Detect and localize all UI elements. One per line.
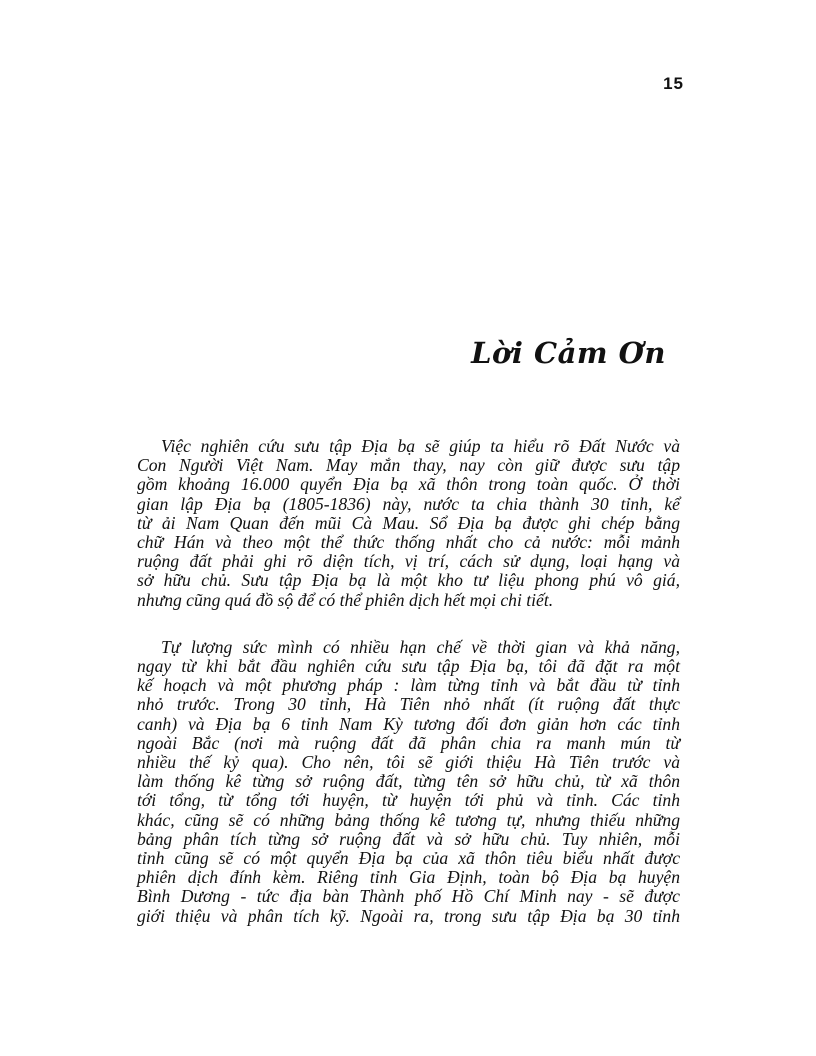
paragraph-line: làm thống kê từng sở ruộng đất, từng tên sở hữu chủ, từ xã thôn [137,771,680,792]
paragraph-line: kế hoạch và một phương pháp : làm từng tỉnh và bắt đầu từ tỉnh [137,675,680,696]
paragraph-line: sở hữu chủ. Sưu tập Địa bạ là một kho tư liệu phong phú vô giá, [137,570,680,591]
paragraph-line: ruộng đất phải ghi rõ diện tích, vị trí, cách sử dụng, loại hạng và [137,551,680,572]
paragraph-line: Việc nghiên cứu sưu tập Địa bạ sẽ giúp ta hiểu rõ Đất Nước và [161,436,680,456]
paragraph-line: Con Người Việt Nam. May mắn thay, nay còn giữ được sưu tập [137,455,680,476]
page-number: 15 [663,74,684,93]
paragraph-line: khác, cũng sẽ có những bảng thống kê tương tự, nhưng thiếu những [137,809,680,830]
page-title: Lời Cảm Ơn [471,336,666,370]
paragraph-line: ngoài Bắc (nơi mà ruộng đất đã phân chia ra manh mún từ [137,732,680,753]
paragraph-line: phiên dịch đính kèm. Riêng tỉnh Gia Định, toàn bộ Địa bạ huyện [137,867,680,888]
paragraph-line: từ ải Nam Quan đến mũi Cà Mau. Sổ Địa bạ được ghi chép bằng [137,512,680,533]
paragraph-line: Bình Dương - tức địa bàn Thành phố Hồ Chí Minh nay - sẽ được [137,886,680,907]
body-text [137,437,680,954]
paragraph-line: nhiều thế kỷ qua). Cho nên, tôi sẽ giới thiệu Hà Tiên trước và [137,752,680,773]
paragraph-line: Tự lượng sức mình có nhiều hạn chế về thời gian và khả năng, [161,636,680,657]
paragraph-1 [137,437,680,610]
paragraph-line: gian lập Địa bạ (1805-1836) này, nước ta chia thành 30 tỉnh, kể [137,493,680,514]
paragraph-line: gồm khoảng 16.000 quyển Địa bạ xã thôn trong toàn quốc. Ở thời [137,474,680,495]
paragraph-line: nhưng cũng quá đồ sộ để có thể phiên dịch hết mọi chi tiết. [137,589,554,610]
paragraph-line: canh) và Địa bạ 6 tỉnh Nam Kỳ tương đối đơn giản hơn các tỉnh [137,713,680,734]
paragraph-line: tới tổng, từ tổng tới huyện, từ huyện tới phủ và tỉnh. Các tỉnh [137,790,680,811]
paragraph-line: bảng phân tích từng sở ruộng đất và sở hữu chủ. Tuy nhiên, mỗi [137,828,680,849]
paragraph-2 [137,638,680,926]
paragraph-line: nhỏ trước. Trong 30 tỉnh, Hà Tiên nhỏ nhất (ít ruộng đất thực [137,694,680,715]
paragraph-line: giới thiệu và phân tích kỹ. Ngoài ra, trong sưu tập Địa bạ 30 tỉnh [137,905,680,926]
paragraph-line: chữ Hán và theo một thể thức thống nhất cho cả nước: mỗi mảnh [137,532,680,553]
paragraph-line: tỉnh cũng sẽ có một quyển Địa bạ của xã thôn tiêu biểu nhất được [137,848,680,869]
paragraph-line: ngay từ khi bắt đầu nghiên cứu sưu tập Địa bạ, tôi đã đặt ra một [137,656,680,677]
